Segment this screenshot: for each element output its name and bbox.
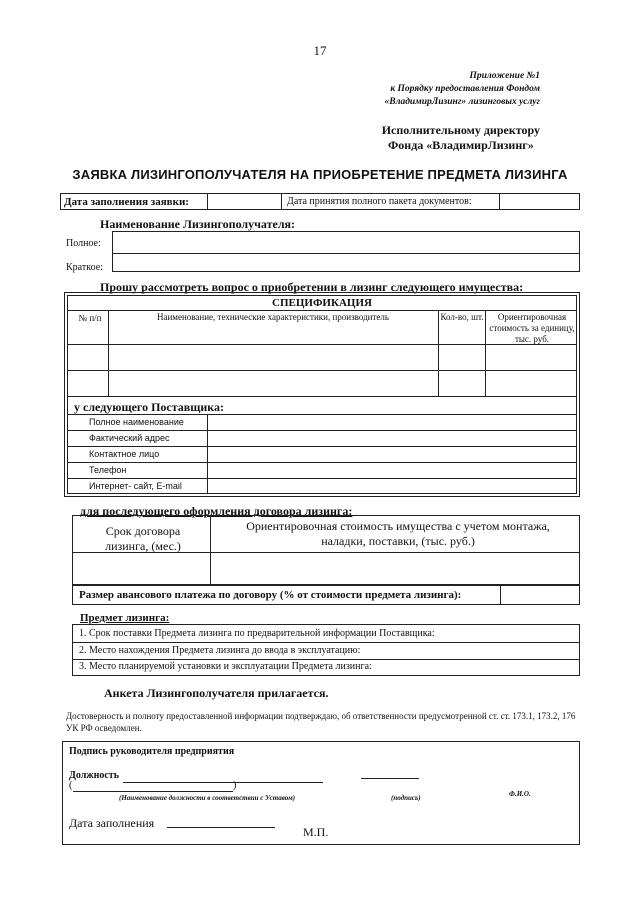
supplier-row-label-1: Полное наименование [89,417,184,427]
spec-col-qty: Кол-во, шт. [440,312,484,322]
appendix-line-1: Приложение №1 [469,71,540,81]
supplier-field-4[interactable] [209,463,575,478]
spec-row-2[interactable] [68,371,576,395]
supplier-field-2[interactable] [209,431,575,446]
lessee-short-label: Краткое: [66,262,103,273]
position-paren-open: ( [69,780,73,791]
stamp-label: М.П. [303,825,329,839]
position-caption: (Наименование должности в соответствии с Уставом) [119,794,296,802]
supplier-heading: у следующего Поставщика: [74,400,225,414]
contract-heading: для последующего оформления договора лизинга: [80,504,353,518]
advance-label: Размер авансового платежа по договору (% от стоимости предмета лизинга): [79,589,462,601]
subject-row-line-1 [73,642,579,643]
advance-field[interactable] [502,586,578,604]
spec-title-line [67,310,577,311]
contract-table [72,515,580,585]
spec-bottom-line [67,396,577,397]
lessee-name-box [112,231,580,272]
position-label: Должность [69,770,120,781]
sign-caption: (подпись) [391,794,421,802]
request-heading: Прошу рассмотреть вопрос о приобретении в лизинг следующего имущества: [100,280,524,294]
position-line-2[interactable] [73,791,233,792]
fill-date-field[interactable] [208,194,280,209]
signature-heading: Подпись руководителя предприятия [69,746,235,757]
subject-row-line-2 [73,659,579,660]
spec-col-num: № п/п [78,313,102,323]
addressee-line-2: Фонда «ВладимирЛизинг» [387,138,534,152]
contract-term-field[interactable] [73,553,209,584]
contract-col-divider [210,516,211,584]
appendix-line-2: к Порядку предоставления Фондом [390,84,540,94]
position-line[interactable] [123,782,323,783]
certification-text: Достоверность и полноту предоставленной информации подтверждаю, об ответственности предусмотренной ст. ст. 173.1, 173.2, 176 УК РФ осведомлен. [66,711,576,733]
spec-row-1[interactable] [68,345,576,369]
fill-date-label: Дата заполнения заявки: [64,196,189,208]
signature-block [62,741,580,845]
spec-col-name: Наименование, технические характеристики, производитель [156,312,390,322]
questionnaire-note: Анкета Лизингополучателя прилагается. [104,686,329,700]
package-date-divider [499,194,500,209]
supplier-row-label-5: Интернет- сайт, E-mail [89,481,182,491]
subject-item-2[interactable]: 2. Место нахождения Предмета лизинга до ввода в эксплуатацию: [79,645,361,656]
fill-date-footer-label: Дата заполнения [69,816,155,830]
appendix-note [385,70,541,109]
name-caption: Ф.И.О. [509,790,531,798]
subject-item-1[interactable]: 1. Срок поставки Предмета лизинга по предварительной информации Поставщика: [79,628,435,639]
signature-line[interactable] [361,778,419,779]
document-title: ЗАЯВКА ЛИЗИНГОПОЛУЧАТЕЛЯ НА ПРИОБРЕТЕНИЕ ПРЕДМЕТА ЛИЗИНГА [72,167,568,182]
advance-divider [500,586,501,604]
appendix-line-3: «ВладимирЛизинг» лизинговых услуг [384,97,540,107]
lessee-short-field[interactable] [113,254,579,271]
lessee-full-label: Полное: [66,238,101,249]
subject-table [72,624,580,676]
page-number: 17 [313,43,327,58]
lessee-full-field[interactable] [113,232,579,253]
supplier-field-3[interactable] [209,447,575,462]
fill-date-footer-line[interactable] [167,827,275,828]
package-date-label: Дата принятия полного пакета документов: [287,196,472,207]
subject-heading: Предмет лизинга: [80,612,170,624]
supplier-field-1[interactable] [209,414,575,429]
contract-cost-field[interactable] [212,553,578,584]
supplier-row-label-3: Контактное лицо [89,449,160,459]
supplier-table [67,414,577,494]
contract-term-label: Срок договора лизинга, (мес.) [105,524,181,553]
package-date-field[interactable] [501,194,579,209]
supplier-row-label-2: Фактический адрес [89,433,170,443]
supplier-row-label-4: Телефон [89,465,127,475]
dates-row [60,193,580,210]
dates-divider [281,194,282,209]
advance-row [72,585,580,605]
contract-cost-label: Ориентировочная стоимость имущества с учетом монтажа, наладки, поставки, (тыс. руб.) [246,519,550,548]
subject-item-3[interactable]: 3. Место планируемой установки и эксплуатации Предмета лизинга: [79,661,372,672]
addressee-line-1: Исполнительному директору [381,123,540,137]
addressee [382,123,540,153]
lessee-heading: Наименование Лизингополучателя: [100,217,296,231]
supplier-field-5[interactable] [209,479,575,493]
spec-title: СПЕЦИФИКАЦИЯ [272,297,372,309]
supplier-col-divider [207,414,208,494]
position-paren-close: ) [233,780,237,791]
spec-col-cost: Ориентировочная стоимость за единицу, тыс. руб. [489,312,575,344]
